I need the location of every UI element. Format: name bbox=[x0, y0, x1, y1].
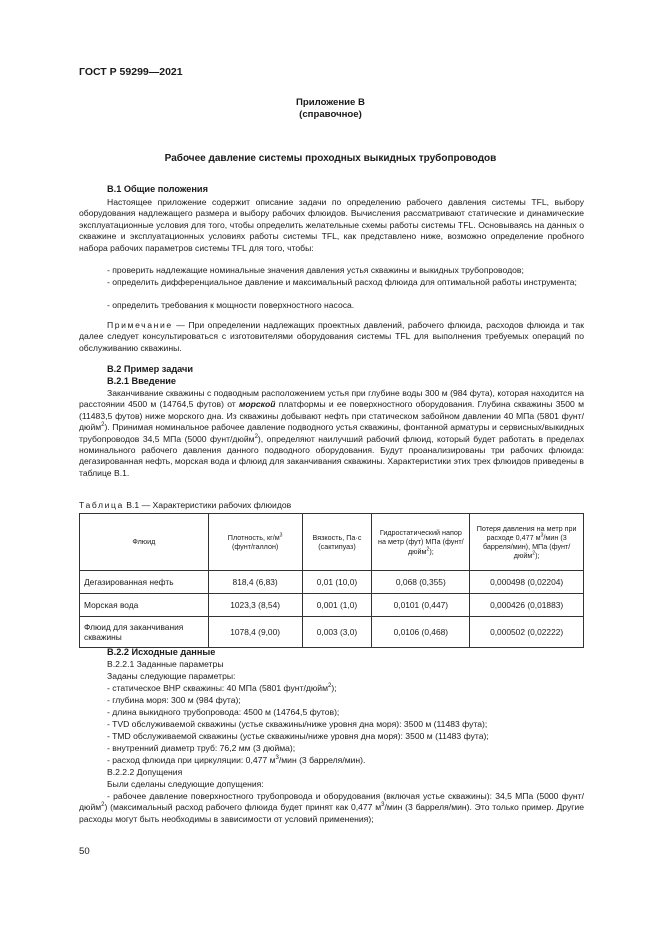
superscript: 3 bbox=[540, 532, 544, 539]
list-item bbox=[107, 683, 584, 694]
cell-fluid: Дегазированная нефть bbox=[80, 571, 209, 594]
note-label: Примечание bbox=[107, 320, 173, 330]
superscript: 2 bbox=[532, 550, 536, 557]
cell-density: 1023,3 (8,54) bbox=[208, 594, 302, 617]
paragraph-b21 bbox=[79, 388, 584, 479]
list-item: - проверить надлежащие номинальные значения давления устья скважины и выкидных трубопроводов; bbox=[107, 265, 524, 275]
intro-text: ), определяют наилучший рабочий флюид, который будет работать в пределах номинального рабочего давления данного подводного оборудования. Будут проанализированы три рабочих флюида: дегазированная нефть, морская вода и флюид для заканчивания скважины. Характеристики этих трех флюидов приведены в таблице В.1. bbox=[79, 433, 584, 478]
list-text: ) (максимальный расход рабочего флюида будет принят как 0,477 м bbox=[104, 802, 382, 813]
cell-fluid: Флюид для заканчивания скважины bbox=[80, 617, 209, 648]
caption-text: В.1 — Характеристики рабочих флюидов bbox=[123, 500, 292, 510]
cell-density: 1078,4 (9,00) bbox=[208, 617, 302, 648]
section-heading-b2: В.2 Пример задачи bbox=[107, 364, 194, 374]
list-item: - TMD обслуживаемой скважины (устье скважины/ниже уровня дна моря): 3500 м (11483 фута); bbox=[107, 731, 489, 741]
table-row bbox=[80, 594, 584, 617]
superscript: 2 bbox=[254, 433, 258, 440]
list-item: - глубина моря: 300 м (984 фута); bbox=[107, 695, 241, 705]
caption-label: Таблица bbox=[79, 500, 124, 510]
superscript: 2 bbox=[101, 802, 105, 809]
subsection-heading-b21: В.2.1 Введение bbox=[107, 376, 177, 386]
list-intro: Заданы следующие параметры: bbox=[107, 671, 236, 681]
list-item: - определить дифференциальное давление и максимальный расход флюида для оптимальной работы инструмента; bbox=[107, 277, 577, 287]
list-text: /мин (3 барреля/мин). bbox=[278, 755, 366, 765]
intro-text: платформы и ее поверхностного оборудования. Глубина скважины 3500 м (11483,5 футов) ниже морского дна. Из скважины добывают нефть при статическом забойном давлении 40 МПа (5801 фунт/дюйм bbox=[79, 399, 584, 433]
superscript: 3 bbox=[381, 802, 385, 809]
document-header: ГОСТ Р 59299—2021 bbox=[79, 66, 183, 78]
list-text: - рабочее давление поверхностного трубопровода и оборудования (включая устье скважины): 34,5 МПа (5000 фунт/дюйм bbox=[79, 791, 584, 813]
header-text: /мин (3 барреля/мин), МПа (фунт/дюйм bbox=[482, 532, 571, 561]
superscript: 3 bbox=[275, 755, 279, 762]
list-item: - TVD обслуживаемой скважины (устье скважины/ниже уровня дна моря): 3500 м (11483 фута); bbox=[107, 719, 488, 729]
header-fluid: Флюид bbox=[80, 514, 209, 571]
intro-emphasis: морской bbox=[238, 399, 276, 410]
header-text: Потеря давления на метр при расходе 0,477 м bbox=[476, 523, 577, 542]
list-intro: Были сделаны следующие допущения: bbox=[107, 779, 264, 789]
sub-subsection-heading: В.2.2.2 Допущения bbox=[107, 767, 183, 777]
header-pressure-loss bbox=[470, 514, 584, 571]
cell-hydrostatic: 0,0106 (0,468) bbox=[372, 617, 470, 648]
cell-pressure-loss: 0,000426 (0,01883) bbox=[470, 594, 584, 617]
cell-viscosity: 0,003 (3,0) bbox=[302, 617, 372, 648]
cell-hydrostatic: 0,068 (0,355) bbox=[372, 571, 470, 594]
page-number: 50 bbox=[79, 846, 90, 857]
cell-pressure-loss: 0,000502 (0,02222) bbox=[470, 617, 584, 648]
cell-fluid: Морская вода bbox=[80, 594, 209, 617]
header-text: Плотность, кг/м bbox=[227, 532, 280, 542]
table-row bbox=[80, 617, 584, 648]
intro-text: ). Принимая номинальное рабочее давление подводного устья скважины, фонтанной арматуры и сервисных/выкидных трубопроводов 34,5 МПа (5000 фунт/дюйм bbox=[79, 422, 584, 444]
header-hydrostatic bbox=[372, 514, 470, 571]
table-header-row bbox=[80, 514, 584, 571]
appendix-subtitle: (справочное) bbox=[299, 109, 362, 120]
superscript: 2 bbox=[101, 422, 105, 429]
main-title: Рабочее давление системы проходных выкидных трубопроводов bbox=[164, 153, 497, 164]
cell-viscosity: 0,01 (10,0) bbox=[302, 571, 372, 594]
header-text: ); bbox=[429, 546, 434, 556]
header-text: (фунт/галлон) bbox=[231, 542, 279, 551]
superscript: 2 bbox=[328, 683, 332, 690]
table-row bbox=[80, 571, 584, 594]
appendix-title: Приложение В bbox=[296, 97, 365, 108]
sub-subsection-heading: В.2.2.1 Заданные параметры bbox=[107, 659, 224, 669]
section-heading-b1: В.1 Общие положения bbox=[107, 184, 208, 194]
subsection-heading-b22: В.2.2 Исходные данные bbox=[107, 647, 216, 657]
list-item bbox=[107, 755, 584, 766]
superscript: 2 bbox=[426, 546, 430, 553]
header-text: ); bbox=[535, 551, 540, 561]
cell-pressure-loss: 0,000498 (0,02204) bbox=[470, 571, 584, 594]
cell-density: 818,4 (6,83) bbox=[208, 571, 302, 594]
header-text: Гидростатический напор на метр (фут) МПа (фунт/дюйм bbox=[377, 528, 464, 556]
fluid-table bbox=[79, 513, 584, 648]
list-text: /мин (3 барреля/мин). Это только пример. Другие расходы могут быть необходимы в зависимости от условий применения); bbox=[79, 802, 584, 824]
list-text: ); bbox=[331, 683, 337, 693]
list-item: - внутренний диаметр труб: 76,2 мм (3 дюйма); bbox=[107, 743, 296, 753]
list-text: - статическое ВНР скважины: 40 МПа (5801 фунт/дюйм bbox=[107, 683, 329, 693]
table-caption bbox=[79, 500, 291, 510]
cell-hydrostatic: 0,0101 (0,447) bbox=[372, 594, 470, 617]
list-text: - расход флюида при циркуляции: 0,477 м bbox=[107, 755, 276, 765]
list-item bbox=[79, 791, 584, 825]
superscript: 3 bbox=[279, 532, 283, 539]
paragraph-b1: Настоящее приложение содержит описание задачи по определению рабочего давления системы TFL, выбору оборудования надлежащего размера и выбору рабочих флюидов. Вычисления рассматривают статические и динамические эксплуатационные условия для того, чтобы определить желательные схемы работы системы TFL. Основываясь на данных о скважине и эксплуатационных условиях работы системы TFL, как представлено ниже, возможно определение пробного набора рабочих параметров системы TFL для того, чтобы: bbox=[79, 197, 584, 253]
header-density bbox=[208, 514, 302, 571]
note-paragraph bbox=[79, 320, 584, 354]
cell-viscosity: 0,001 (1,0) bbox=[302, 594, 372, 617]
header-viscosity: Вязкость, Па·с (сактипуаз) bbox=[302, 514, 372, 571]
intro-text: Заканчивание скважины с подводным расположением устья при глубине воды 300 м (984 фута), которая находится на расстоянии 4500 м (14764,5 футов) от bbox=[79, 388, 584, 410]
note-text: — При определении надлежащих проектных давлений, рабочего флюида, расходов флюида и так далее следует консультироваться с изготовителями оборудования системы TFL для выполнения требуемых операций по обслуживанию скважины. bbox=[79, 320, 584, 353]
list-item: - определить требования к мощности поверхностного насоса. bbox=[107, 300, 355, 310]
list-item: - длина выкидного трубопровода: 4500 м (14764,5 футов); bbox=[107, 707, 340, 717]
